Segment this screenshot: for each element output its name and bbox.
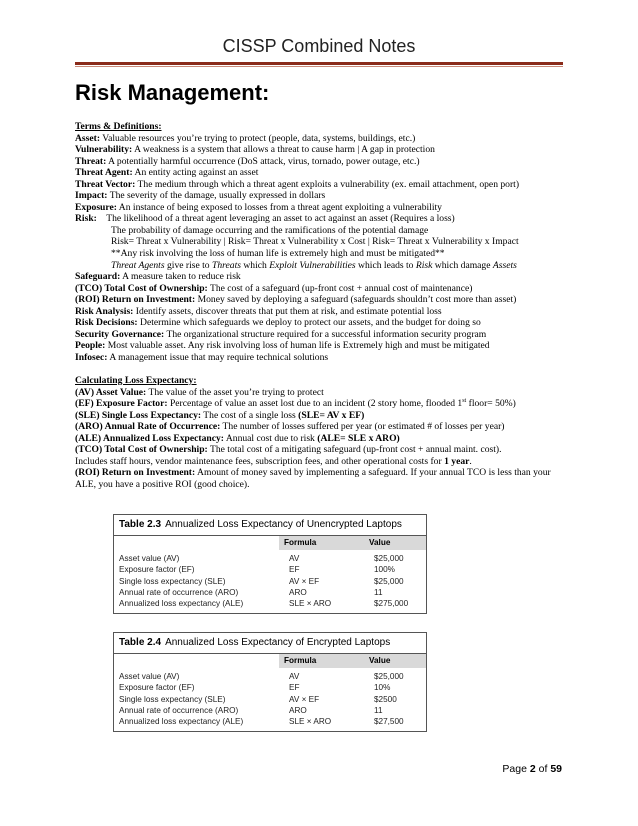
- calc-def: Amount of money saved by implementing a safeguard. If your annual TCO is less than your ALE, you have a positive ROI (good choice).: [75, 467, 551, 490]
- term-def: The severity of the damage, usually expressed in dollars: [107, 190, 326, 202]
- table-row: [114, 564, 426, 575]
- calc-label: (ROI) Return on Investment:: [75, 467, 196, 479]
- term-def: Valuable resources you’re trying to protect (people, data, systems, buildings, etc.): [100, 132, 416, 144]
- table-encrypted-laptops: [113, 632, 427, 732]
- chain-part: which damage: [432, 259, 493, 271]
- row-value: 11: [374, 587, 383, 597]
- row-value: $25,000: [374, 576, 404, 586]
- term-label: Threat Vector:: [75, 178, 136, 190]
- col-formula-header: Formula: [279, 654, 364, 668]
- table-caption: [114, 633, 426, 654]
- calc-label: (ALE) Annualized Loss Expectancy:: [75, 432, 224, 444]
- term-def: An entity acting against an asset: [132, 167, 259, 179]
- risk-chain: [75, 260, 565, 272]
- term-label: Infosec:: [75, 351, 108, 363]
- calc-ef: [75, 398, 565, 410]
- calc-formula: (ALE= SLE x ARO): [317, 432, 400, 444]
- row-formula: AV: [289, 554, 300, 563]
- calc-label: (ARO) Annual Rate of Occurrence:: [75, 421, 221, 433]
- row-value: $25,000: [374, 554, 404, 563]
- row-value: 10%: [374, 683, 391, 693]
- row-label: Annual rate of occurrence (ARO): [119, 587, 239, 597]
- chain-part: Threats: [212, 259, 241, 271]
- calc-def: floor= 50%): [466, 398, 516, 410]
- table-number: Table 2.3: [119, 519, 162, 530]
- calc-def: Annual cost due to risk: [223, 432, 318, 444]
- table-row: [114, 553, 426, 564]
- term-def: Money saved by deploying a safeguard (safeguards shouldn’t cost more than asset): [195, 294, 517, 306]
- row-label: Annualized loss expectancy (ALE): [119, 717, 244, 727]
- term-def: An instance of being exposed to losses from a threat agent exploiting a vulnerability: [116, 201, 442, 213]
- table-row: [114, 576, 426, 587]
- calc-def: Percentage of value an asset lost due to an incident (2 story home, flooded 1: [167, 398, 463, 410]
- table-row: [114, 671, 426, 682]
- terms-heading: Terms & Definitions:: [75, 121, 162, 132]
- calc-tco-detail: Includes staff hours, vendor maintenance fees, subscription fees, and other operational costs for 1 year.: [75, 455, 472, 467]
- table-row: [114, 682, 426, 693]
- table-caption: [114, 515, 426, 536]
- term-label: Asset:: [75, 132, 101, 144]
- row-value: $27,500: [374, 717, 404, 727]
- term-risk: [75, 213, 565, 225]
- term-asset: [75, 133, 565, 145]
- term-label: Safeguard:: [75, 271, 121, 283]
- row-formula: SLE × ARO: [289, 599, 332, 609]
- notes-body: [75, 121, 565, 490]
- chain-part: which leads to: [355, 259, 416, 271]
- term-threat-vector: [75, 179, 565, 191]
- table-row: [114, 598, 426, 609]
- row-label: Annualized loss expectancy (ALE): [119, 599, 244, 609]
- header-rule: [75, 62, 563, 65]
- term-def: The likelihood of a threat agent leveraging an asset to act against an asset (Requires a loss): [96, 213, 455, 225]
- calc-def: The value of the asset you’re trying to protect: [146, 386, 324, 398]
- page-footer: [502, 763, 562, 775]
- row-value: $275,000: [374, 599, 409, 609]
- superscript: st: [462, 398, 467, 405]
- page-total: 59: [550, 763, 562, 775]
- calc-label: (TCO) Total Cost of Ownership:: [75, 444, 208, 456]
- col-value-header: Value: [364, 654, 426, 668]
- row-formula: ARO: [289, 587, 307, 597]
- chain-part: Assets: [492, 259, 517, 271]
- row-label: Asset value (AV): [119, 672, 180, 681]
- col-formula-header: Formula: [279, 536, 364, 550]
- calc-aro: [75, 421, 565, 433]
- chain-part: Exploit Vulnerabilities: [269, 259, 356, 271]
- row-label: Asset value (AV): [119, 554, 180, 563]
- row-formula: EF: [289, 683, 300, 693]
- row-label: Exposure factor (EF): [119, 683, 195, 693]
- risk-line-2: The probability of damage occurring and the ramifications of the potential damage: [111, 224, 429, 236]
- term-label: Vulnerability:: [75, 144, 133, 156]
- calc-emph: 1 year: [444, 455, 470, 467]
- table-title: Annualized Loss Expectancy of Encrypted Laptops: [165, 637, 391, 648]
- calc-roi: [75, 467, 565, 490]
- calc-def: The total cost of a mitigating safeguard (up-front cost + annual maint. cost).: [207, 444, 502, 456]
- term-safeguard: [75, 271, 565, 283]
- row-label: Single loss expectancy (SLE): [119, 694, 226, 704]
- page-label: Page: [502, 763, 530, 775]
- row-formula: SLE × ARO: [289, 717, 332, 727]
- section-title: Risk Management:: [75, 80, 270, 105]
- row-formula: AV × EF: [289, 694, 320, 704]
- term-vulnerability: [75, 144, 565, 156]
- table-row: [114, 716, 426, 727]
- term-people: [75, 340, 565, 352]
- term-security-governance: [75, 329, 565, 341]
- table-row: [114, 694, 426, 705]
- row-label: Single loss expectancy (SLE): [119, 576, 226, 586]
- calc-def: The cost of a single loss: [201, 409, 299, 421]
- running-header: CISSP Combined Notes: [222, 36, 416, 56]
- row-formula: AV: [289, 672, 300, 681]
- term-label: Exposure:: [75, 201, 117, 213]
- chain-part: Risk: [415, 259, 433, 271]
- term-def: A management issue that may require technical solutions: [107, 351, 329, 363]
- row-label: Exposure factor (EF): [119, 565, 195, 575]
- term-label: (ROI) Return on Investment:: [75, 294, 196, 306]
- calc-sle: [75, 410, 565, 422]
- calc-label: (SLE) Single Loss Expectancy:: [75, 409, 202, 421]
- term-label: Threat:: [75, 155, 107, 167]
- calc-def: The number of losses suffered per year (or estimated # of losses per year): [220, 421, 505, 433]
- term-label: People:: [75, 340, 106, 352]
- term-def: Determine which safeguards we deploy to protect our assets, and the budget for doing so: [137, 317, 481, 329]
- table-unencrypted-laptops: [113, 514, 427, 614]
- page-number: 2: [529, 763, 536, 775]
- row-formula: ARO: [289, 705, 307, 715]
- term-label: (TCO) Total Cost of Ownership:: [75, 282, 208, 294]
- calc-heading: Calculating Loss Expectancy:: [75, 374, 197, 386]
- page-of-label: of: [535, 763, 551, 775]
- row-label: Annual rate of occurrence (ARO): [119, 705, 239, 715]
- term-def: The medium through which a threat agent exploits a vulnerability (ex. email attachment, open port): [135, 178, 520, 190]
- calc-formula: (SLE= AV x EF): [298, 409, 365, 421]
- calc-av: [75, 387, 565, 399]
- table-body: [114, 668, 426, 731]
- term-label: Security Governance:: [75, 328, 165, 340]
- table-body: [114, 550, 426, 613]
- col-value-header: Value: [364, 536, 426, 550]
- row-value: $2500: [374, 694, 397, 704]
- term-label: Risk:: [75, 213, 97, 225]
- table-header-row: [114, 536, 426, 550]
- term-def: The organizational structure required for a successful information security program: [164, 328, 487, 340]
- term-def: A weakness is a system that allows a threat to cause harm | A gap in protection: [132, 144, 435, 156]
- term-infosec: [75, 352, 565, 364]
- term-risk-decisions: [75, 317, 565, 329]
- term-label: Impact:: [75, 190, 108, 202]
- term-threat: [75, 156, 565, 168]
- table-header-row: [114, 654, 426, 668]
- term-label: Risk Decisions:: [75, 317, 138, 329]
- term-def: Most valuable asset. Any risk involving loss of human life is Extremely high and must be mitigated: [105, 340, 490, 352]
- term-tco: [75, 283, 565, 295]
- term-def: A potentially harmful occurrence (DoS attack, virus, tornado, power outage, etc.): [106, 155, 420, 167]
- table-row: [114, 587, 426, 598]
- risk-note: **Any risk involving the loss of human life is extremely high and must be mitigated**: [111, 248, 445, 260]
- calc-ale: [75, 433, 565, 445]
- header-rule-thin: [75, 66, 563, 67]
- term-risk-analysis: [75, 306, 565, 318]
- chain-part: which: [240, 259, 270, 271]
- calc-label: (EF) Exposure Factor:: [75, 398, 168, 410]
- term-label: Threat Agent:: [75, 167, 133, 179]
- calc-def: Includes staff hours, vendor maintenance fees, subscription fees, and other operational costs for: [75, 455, 445, 467]
- term-def: A measure taken to reduce risk: [120, 271, 241, 283]
- term-def: The cost of a safeguard (up-front cost + annual cost of maintenance): [207, 282, 473, 294]
- term-def: Identify assets, discover threats that put them at risk, and estimate potential loss: [133, 305, 442, 317]
- table-number: Table 2.4: [119, 637, 162, 648]
- row-value: 11: [374, 705, 383, 715]
- chain-part: Threat Agents: [111, 259, 165, 271]
- table-row: [114, 705, 426, 716]
- row-formula: AV × EF: [289, 576, 320, 586]
- chain-part: give rise to: [164, 259, 213, 271]
- term-roi: [75, 294, 565, 306]
- row-formula: EF: [289, 565, 300, 575]
- term-exposure: [75, 202, 565, 214]
- calc-tco: [75, 444, 565, 456]
- row-value: 100%: [374, 565, 395, 575]
- table-title: Annualized Loss Expectancy of Unencrypted Laptops: [165, 519, 402, 530]
- calc-label: (AV) Asset Value:: [75, 386, 147, 398]
- term-threat-agent: [75, 167, 565, 179]
- risk-formulas: Risk= Threat x Vulnerability | Risk= Threat x Vulnerability x Cost | Risk= Threat x Vulnerability x Impact: [111, 236, 519, 248]
- term-impact: [75, 190, 565, 202]
- term-label: Risk Analysis:: [75, 305, 134, 317]
- row-value: $25,000: [374, 672, 404, 681]
